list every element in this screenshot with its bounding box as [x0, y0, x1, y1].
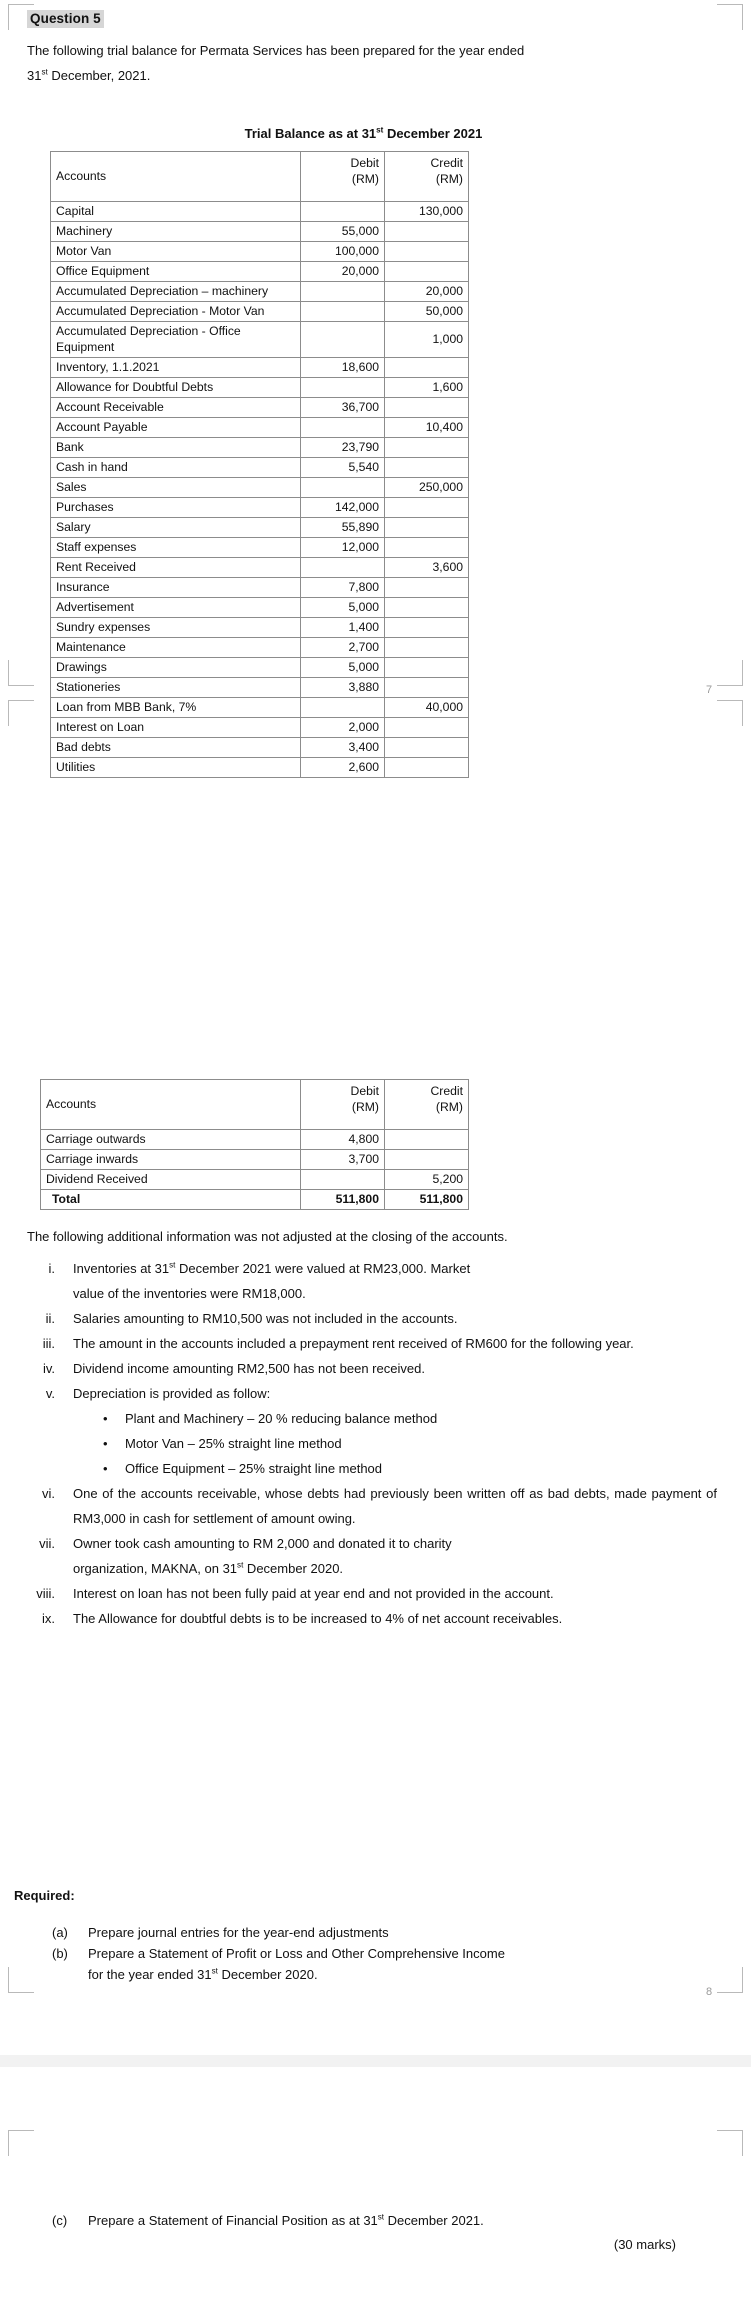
table-row [51, 222, 469, 242]
crop-mark-bottom-right [717, 2130, 743, 2156]
note-marker-vi: vi. [42, 1486, 55, 1501]
cell-credit: 20,000 [385, 282, 469, 302]
cell-debit: 3,880 [301, 678, 385, 698]
cell-credit [385, 1150, 469, 1170]
cell-credit [385, 518, 469, 538]
header-accounts-2: Accounts [41, 1080, 301, 1130]
cell-credit: 50,000 [385, 302, 469, 322]
cell-account: Stationeries [51, 678, 301, 698]
cell-debit: 3,400 [301, 738, 385, 758]
table-row [51, 378, 469, 398]
intro-line-2-post: December, 2021. [47, 68, 151, 83]
cell-credit: 40,000 [385, 698, 469, 718]
marks-allocation: (30 marks) [613, 2237, 676, 2252]
header-credit-label: Credit [430, 156, 463, 170]
cell-debit: 55,890 [301, 518, 385, 538]
cell-debit: 20,000 [301, 262, 385, 282]
page-number-7: 7 [706, 684, 713, 696]
cell-debit: 12,000 [301, 538, 385, 558]
question-heading-wrap [27, 10, 700, 28]
cell-debit: 5,000 [301, 658, 385, 678]
cell-credit [385, 758, 469, 778]
cell-credit [385, 1130, 469, 1150]
table-header-row-2 [41, 1080, 469, 1130]
cell-credit [385, 718, 469, 738]
required-c-part-a: Prepare a Statement of Financial Position as at 31 [88, 2213, 378, 2228]
required-body-a: Prepare journal entries for the year-end adjustments [88, 1925, 389, 1940]
header-debit-label: Debit [350, 156, 379, 170]
depreciation-bullet-item [103, 1431, 717, 1456]
note-i-part-a: Inventories at 31 [73, 1261, 170, 1276]
table-row [51, 598, 469, 618]
table-row [51, 358, 469, 378]
cell-account: Staff expenses [51, 538, 301, 558]
note-marker-iv: iv. [42, 1361, 55, 1376]
cell-account: Salary [51, 518, 301, 538]
cell-debit [301, 418, 385, 438]
cell-account: Accumulated Depreciation – machinery [51, 282, 301, 302]
note-vii-sup: st [237, 1560, 244, 1570]
cell-credit [385, 438, 469, 458]
note-item-v [27, 1381, 717, 1406]
header-debit-2 [301, 1080, 385, 1130]
cell-debit [301, 302, 385, 322]
cell-debit [301, 698, 385, 718]
cell-account: Accumulated Depreciation - Office Equipment [51, 322, 301, 358]
note-item-viii [27, 1581, 717, 1606]
cell-debit: 2,600 [301, 758, 385, 778]
required-body-b [88, 1943, 714, 1985]
cell-debit: 1,400 [301, 618, 385, 638]
cell-account: Purchases [51, 498, 301, 518]
table-header-row [51, 152, 469, 202]
cell-credit [385, 658, 469, 678]
table-total-row [41, 1190, 469, 1210]
depreciation-bullet-text: Motor Van – 25% straight line method [125, 1436, 342, 1451]
cell-credit [385, 398, 469, 418]
cell-account: Carriage outwards [41, 1130, 301, 1150]
required-marker-b: (b) [52, 1946, 68, 1961]
note-vii-line-2-b: December 2020. [243, 1561, 344, 1576]
cell-debit: 18,600 [301, 358, 385, 378]
cell-account: Cash in hand [51, 458, 301, 478]
cell-debit [301, 558, 385, 578]
bullet-dot-icon: • [103, 1461, 108, 1476]
cell-credit [385, 242, 469, 262]
cell-credit [385, 498, 469, 518]
cell-account: Accumulated Depreciation - Motor Van [51, 302, 301, 322]
cell-account: Account Payable [51, 418, 301, 438]
required-marker-c: (c) [52, 2213, 68, 2228]
depreciation-bullet-item [103, 1406, 717, 1431]
required-item-b [14, 1943, 714, 1985]
cell-account: Carriage inwards [41, 1150, 301, 1170]
table-row [51, 418, 469, 438]
note-item-ii [27, 1306, 717, 1331]
cell-account: Advertisement [51, 598, 301, 618]
cell-credit [385, 538, 469, 558]
page-number-8: 8 [706, 1986, 713, 1998]
header-credit-2 [385, 1080, 469, 1130]
cell-account: Bad debts [51, 738, 301, 758]
notes-list-wrap [27, 1256, 717, 1631]
cell-account: Interest on Loan [51, 718, 301, 738]
required-b-line-1: Prepare a Statement of Profit or Loss and Other Comprehensive Income [88, 1946, 505, 1961]
header-credit-label-2: Credit [430, 1084, 463, 1098]
cell-debit: 100,000 [301, 242, 385, 262]
required-label: Required: [14, 1888, 75, 1903]
cell-debit [301, 322, 385, 358]
depreciation-bullet-item [103, 1456, 717, 1481]
notes-list [27, 1256, 717, 1631]
trial-balance-table-part1-wrap [50, 151, 468, 778]
required-item-c-wrap [14, 2210, 714, 2252]
cell-account: Bank [51, 438, 301, 458]
note-vii-line-2-a: organization, MAKNA, on 31 [73, 1561, 238, 1576]
cell-debit: 36,700 [301, 398, 385, 418]
cell-account: Loan from MBB Bank, 7% [51, 698, 301, 718]
intro-line-1: The following trial balance for Permata Services has been prepared for the year ended [27, 43, 525, 58]
intro-line-2-sup: st [41, 67, 48, 77]
note-body-vi: One of the accounts receivable, whose debts had previously been written off as bad debts, made payment of RM3,000 in cash for settlement of amount owing. [73, 1486, 717, 1526]
required-b-line-2-b: December 2020. [217, 1967, 318, 1982]
cell-debit [301, 378, 385, 398]
table-row [51, 438, 469, 458]
cell-credit: 250,000 [385, 478, 469, 498]
header-debit [301, 152, 385, 202]
table-row [51, 322, 469, 358]
cell-account: Maintenance [51, 638, 301, 658]
table-row [51, 578, 469, 598]
table-row [51, 518, 469, 538]
table-row [51, 558, 469, 578]
table-row [51, 478, 469, 498]
cell-credit [385, 678, 469, 698]
table-row [51, 282, 469, 302]
required-marker-a: (a) [52, 1925, 68, 1940]
header-credit [385, 152, 469, 202]
cell-credit: 3,600 [385, 558, 469, 578]
table-row [51, 678, 469, 698]
note-item-ix [27, 1606, 717, 1631]
crop-mark-bottom-left [8, 2130, 34, 2156]
cell-debit: 23,790 [301, 438, 385, 458]
note-item-vi [27, 1481, 717, 1531]
required-item-a [14, 1922, 714, 1943]
bullet-dot-icon: • [103, 1411, 108, 1426]
note-body-viii: Interest on loan has not been fully paid at year end and not provided in the account. [73, 1586, 554, 1601]
table-row [51, 242, 469, 262]
table-row [41, 1150, 469, 1170]
cell-debit [301, 202, 385, 222]
header-debit-unit: (RM) [351, 172, 379, 186]
cell-credit: 5,200 [385, 1170, 469, 1190]
cell-debit: 142,000 [301, 498, 385, 518]
cell-account: Office Equipment [51, 262, 301, 282]
required-c-sup: st [377, 2212, 385, 2222]
crop-mark-mid-left-2 [8, 700, 34, 726]
note-body-iv: Dividend income amounting RM2,500 has not been received. [73, 1361, 425, 1376]
required-b-sup: st [211, 1966, 218, 1976]
cell-credit: 10,400 [385, 418, 469, 438]
note-body-ix: The Allowance for doubtful debts is to be increased to 4% of net account receivables. [73, 1611, 563, 1626]
cell-account: Machinery [51, 222, 301, 242]
trial-balance-caption-wrap [27, 126, 700, 141]
cell-debit [301, 1170, 385, 1190]
cell-total-label: Total [41, 1190, 301, 1210]
cell-debit: 4,800 [301, 1130, 385, 1150]
trial-balance-table-part2 [40, 1079, 469, 1210]
crop-mark-top-right [717, 4, 743, 30]
notes-intro-wrap [27, 1228, 717, 1246]
crop-mark-mid-left-1 [8, 660, 34, 686]
note-marker-v: v. [45, 1386, 55, 1401]
table-row [51, 718, 469, 738]
table-row [51, 658, 469, 678]
cell-debit: 5,540 [301, 458, 385, 478]
trial-balance-caption [27, 126, 700, 141]
intro-line-2-pre: 31 [27, 68, 42, 83]
cell-debit: 2,700 [301, 638, 385, 658]
cell-total-debit: 511,800 [301, 1190, 385, 1210]
cell-debit: 7,800 [301, 578, 385, 598]
depreciation-bullet-text: Office Equipment – 25% straight line method [125, 1461, 383, 1476]
required-b-line-2-a: for the year ended 31 [88, 1967, 212, 1982]
cell-debit: 55,000 [301, 222, 385, 242]
note-i-sup: st [169, 1260, 176, 1270]
cell-account: Insurance [51, 578, 301, 598]
intro-paragraph [27, 38, 700, 88]
table-row [51, 538, 469, 558]
cell-total-credit: 511,800 [385, 1190, 469, 1210]
note-item-vii [27, 1531, 717, 1581]
cell-account: Account Receivable [51, 398, 301, 418]
cell-account: Inventory, 1.1.2021 [51, 358, 301, 378]
note-marker-ii: ii. [45, 1311, 55, 1326]
cell-account: Rent Received [51, 558, 301, 578]
cell-credit [385, 618, 469, 638]
note-body-v: Depreciation is provided as follow: [73, 1386, 271, 1401]
cell-account: Utilities [51, 758, 301, 778]
cell-account: Dividend Received [41, 1170, 301, 1190]
cell-credit [385, 262, 469, 282]
cell-account: Sales [51, 478, 301, 498]
note-item-iii [27, 1331, 717, 1356]
table-row [41, 1170, 469, 1190]
note-i-part-b: December 2021 were valued at RM23,000. Market [175, 1261, 471, 1276]
caption-sup: st [376, 125, 384, 135]
table-row [51, 738, 469, 758]
cell-credit [385, 638, 469, 658]
required-body-c [88, 2210, 714, 2231]
note-item-i [27, 1256, 717, 1306]
header-debit-label-2: Debit [350, 1084, 379, 1098]
cell-credit: 130,000 [385, 202, 469, 222]
note-marker-vii: vii. [39, 1536, 55, 1551]
cell-credit [385, 738, 469, 758]
note-marker-i: i. [48, 1261, 55, 1276]
cell-credit [385, 598, 469, 618]
required-heading-wrap [14, 1888, 714, 1903]
header-credit-unit-2: (RM) [435, 1100, 463, 1114]
cell-credit [385, 358, 469, 378]
required-item-c [14, 2210, 714, 2231]
note-marker-viii: viii. [36, 1586, 55, 1601]
table-row [51, 498, 469, 518]
table-row [41, 1130, 469, 1150]
trial-balance-body-part1 [51, 202, 469, 778]
notes-intro: The following additional information was not adjusted at the closing of the accounts. [27, 1229, 508, 1244]
note-vii-line-1: Owner took cash amounting to RM 2,000 and donated it to charity [73, 1536, 452, 1551]
required-c-part-b: December 2021. [384, 2213, 484, 2228]
table-row [51, 758, 469, 778]
trial-balance-body-part2 [41, 1130, 469, 1210]
trial-balance-table-part1 [50, 151, 469, 778]
crop-mark-mid-right-3 [717, 1967, 743, 1993]
note-body-iii: The amount in the accounts included a prepayment rent received of RM600 for the following year. [73, 1336, 634, 1351]
table-row [51, 202, 469, 222]
caption-post: December 2021 [383, 126, 483, 141]
table-row [51, 638, 469, 658]
question-title: Question 5 [27, 10, 104, 28]
table-row [51, 262, 469, 282]
required-items-wrap [14, 1922, 714, 1985]
cell-credit [385, 578, 469, 598]
note-item-iv [27, 1356, 717, 1381]
cell-account: Motor Van [51, 242, 301, 262]
header-credit-unit: (RM) [435, 172, 463, 186]
table-row [51, 398, 469, 418]
table-row [51, 698, 469, 718]
crop-mark-mid-right-2 [717, 700, 743, 726]
cell-credit [385, 458, 469, 478]
caption-pre: Trial Balance as at 31 [244, 126, 377, 141]
cell-account: Allowance for Doubtful Debts [51, 378, 301, 398]
cell-debit: 3,700 [301, 1150, 385, 1170]
header-debit-unit-2: (RM) [351, 1100, 379, 1114]
note-body-ii: Salaries amounting to RM10,500 was not included in the accounts. [73, 1311, 458, 1326]
note-marker-ix: ix. [42, 1611, 55, 1626]
table-row [51, 458, 469, 478]
table-row [51, 302, 469, 322]
depreciation-bullet-text: Plant and Machinery – 20 % reducing balance method [125, 1411, 438, 1426]
cell-debit [301, 478, 385, 498]
note-body-vii [73, 1531, 717, 1581]
cell-debit [301, 282, 385, 302]
page-separator-band [0, 2055, 751, 2067]
table-row [51, 618, 469, 638]
header-accounts: Accounts [51, 152, 301, 202]
cell-debit: 5,000 [301, 598, 385, 618]
depreciation-bullet-list [27, 1406, 717, 1481]
cell-account: Sundry expenses [51, 618, 301, 638]
cell-account: Capital [51, 202, 301, 222]
bullet-dot-icon: • [103, 1436, 108, 1451]
cell-account: Drawings [51, 658, 301, 678]
trial-balance-table-part2-wrap [40, 1079, 468, 1210]
cell-debit: 2,000 [301, 718, 385, 738]
cell-credit [385, 222, 469, 242]
cell-credit: 1,000 [385, 322, 469, 358]
note-marker-iii: iii. [42, 1336, 55, 1351]
crop-mark-mid-right-1 [717, 660, 743, 686]
cell-credit: 1,600 [385, 378, 469, 398]
note-body-i [73, 1256, 717, 1306]
note-i-line-2: value of the inventories were RM18,000. [73, 1286, 306, 1301]
